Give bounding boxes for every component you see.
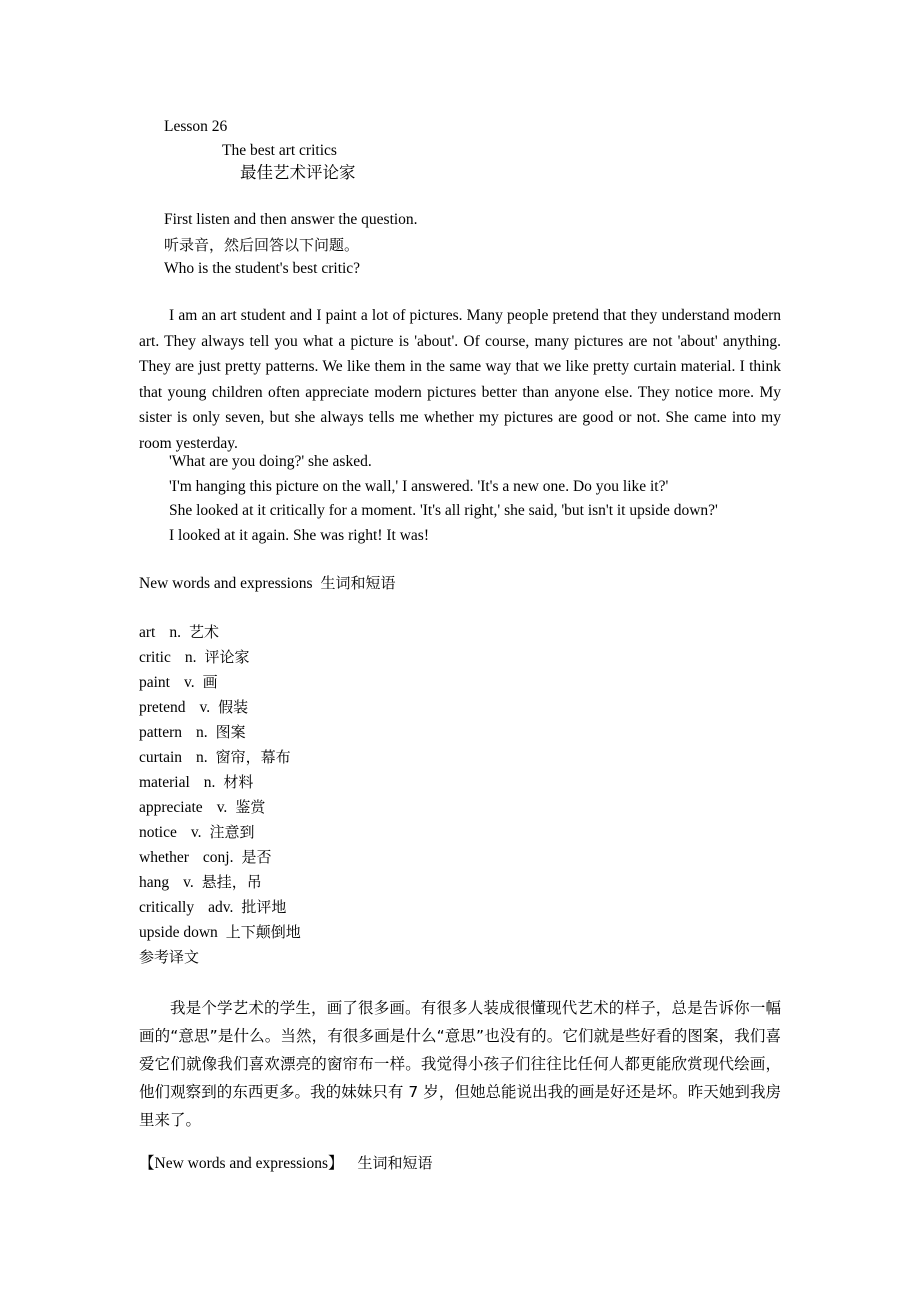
instruction-line-chinese: 听录音，然后回答以下问题。 [164,235,360,254]
vocabulary-meaning: 是否 [241,848,272,866]
vocabulary-list [139,620,781,945]
vocabulary-entry [139,770,781,795]
bracket-heading-english: New words and expressions [154,1155,328,1172]
bracket-close: 】 [328,1154,344,1172]
vocabulary-entry [139,720,781,745]
translation-heading: 参考译文 [139,948,200,966]
vocabulary-word: whether [139,849,189,866]
vocabulary-pos: v. [216,799,228,816]
vocabulary-pos: v. [183,874,194,891]
vocabulary-entry [139,670,781,695]
vocabulary-meaning: 上下颠倒地 [225,923,301,941]
vocabulary-meaning: 评论家 [204,648,250,666]
lesson-body-paragraph: I am an art student and I paint a lot of pictures. Many people pretend that they understand modern art. They always tell you what a picture is 'about'. Of course, many pictures are not 'about' anything. They are just pretty patterns. We like them in the same way that we like pretty curtain material. I think that young children often appreciate modern pictures better than anyone else. They notice more. My sister is only seven, but she always tells me whether my pictures are good or not. She came into my room yesterday. [139,307,781,452]
vocabulary-meaning: 悬挂，吊 [201,873,262,891]
vocabulary-meaning: 窗帘，幕布 [215,748,291,766]
dialogue-line: 'I'm hanging this picture on the wall,' I answered. 'It's a new one. Do you like it?' [169,477,669,495]
vocabulary-entry [139,745,781,770]
vocabulary-meaning: 图案 [215,723,246,741]
vocabulary-pos: conj. [202,849,234,866]
lesson-dialogue [139,450,781,548]
vocabulary-pos: n. [184,649,197,666]
vocabulary-word: critically [139,899,195,916]
vocabulary-word: pattern [139,724,183,741]
vocabulary-meaning: 画 [202,673,218,691]
vocabulary-word: hang [139,874,170,891]
bracket-heading-chinese: 生词和短语 [357,1154,433,1172]
translation-paragraph: 我是个学艺术的学生，画了很多画。有很多人装成很懂现代艺术的样子，总是告诉你一幅画的“意思”是什么。当然，有很多画是什么“意思”也没有的。它们就是些好看的图案，我们喜爱它们就像我们喜欢漂亮的窗帘布一样。我觉得小孩子们往往比任何人都更能欣赏现代绘画，他们观察到的东西更多。我的妹妹只有 7 岁，但她总能说出我的画是好还是坏。昨天她到我房里来了。 [139,999,781,1129]
vocabulary-word: upside down [139,924,218,941]
vocabulary-pos: v. [199,699,211,716]
vocabulary-word: pretend [139,699,186,716]
vocabulary-pos: v. [184,674,195,691]
vocabulary-entry [139,845,781,870]
vocabulary-entry [139,870,781,895]
vocabulary-meaning: 批评地 [241,898,287,916]
new-words-heading-english: New words and expressions [139,575,313,592]
vocabulary-entry [139,645,781,670]
lesson-number: Lesson 26 [164,118,228,135]
vocabulary-word: critic [139,649,171,666]
new-words-bracket-heading [139,1152,781,1175]
vocabulary-pos: n. [169,624,181,641]
new-words-heading-chinese: 生词和短语 [320,574,396,592]
vocabulary-word: curtain [139,749,183,766]
vocabulary-word: art [139,624,156,641]
vocabulary-meaning: 假装 [218,698,249,716]
vocabulary-word: paint [139,674,170,691]
vocabulary-pos: v. [190,824,202,841]
dialogue-line: She looked at it critically for a moment. 'It's all right,' she said, 'but isn't it upside down?' [169,502,718,519]
vocabulary-pos: n. [196,749,208,766]
instruction-line-english: First listen and then answer the question. [164,211,418,228]
vocabulary-word: material [139,774,190,791]
vocabulary-word: appreciate [139,799,203,816]
listening-instructions [139,208,806,282]
vocabulary-pos: adv. [208,899,234,916]
dialogue-line: I looked at it again. She was right! It was! [169,526,429,544]
lesson-title-chinese: 最佳艺术评论家 [240,163,356,182]
vocabulary-meaning: 鉴赏 [235,798,266,816]
vocabulary-word: notice [139,824,177,841]
vocabulary-entry [139,795,781,820]
vocabulary-pos: n. [203,774,216,791]
comprehension-question: Who is the student's best critic? [164,260,361,277]
new-words-heading [139,572,781,595]
vocabulary-entry [139,695,781,720]
vocabulary-meaning: 材料 [223,773,254,791]
vocabulary-entry [139,895,781,920]
vocabulary-pos: n. [196,724,208,741]
lesson-title-english: The best art critics [222,142,337,159]
vocabulary-entry [139,820,781,845]
vocabulary-entry [139,620,781,645]
vocabulary-meaning: 艺术 [188,623,219,641]
dialogue-line: 'What are you doing?' she asked. [169,453,372,470]
vocabulary-entry [139,920,781,945]
bracket-open: 【 [139,1154,155,1172]
vocabulary-meaning: 注意到 [209,823,255,841]
